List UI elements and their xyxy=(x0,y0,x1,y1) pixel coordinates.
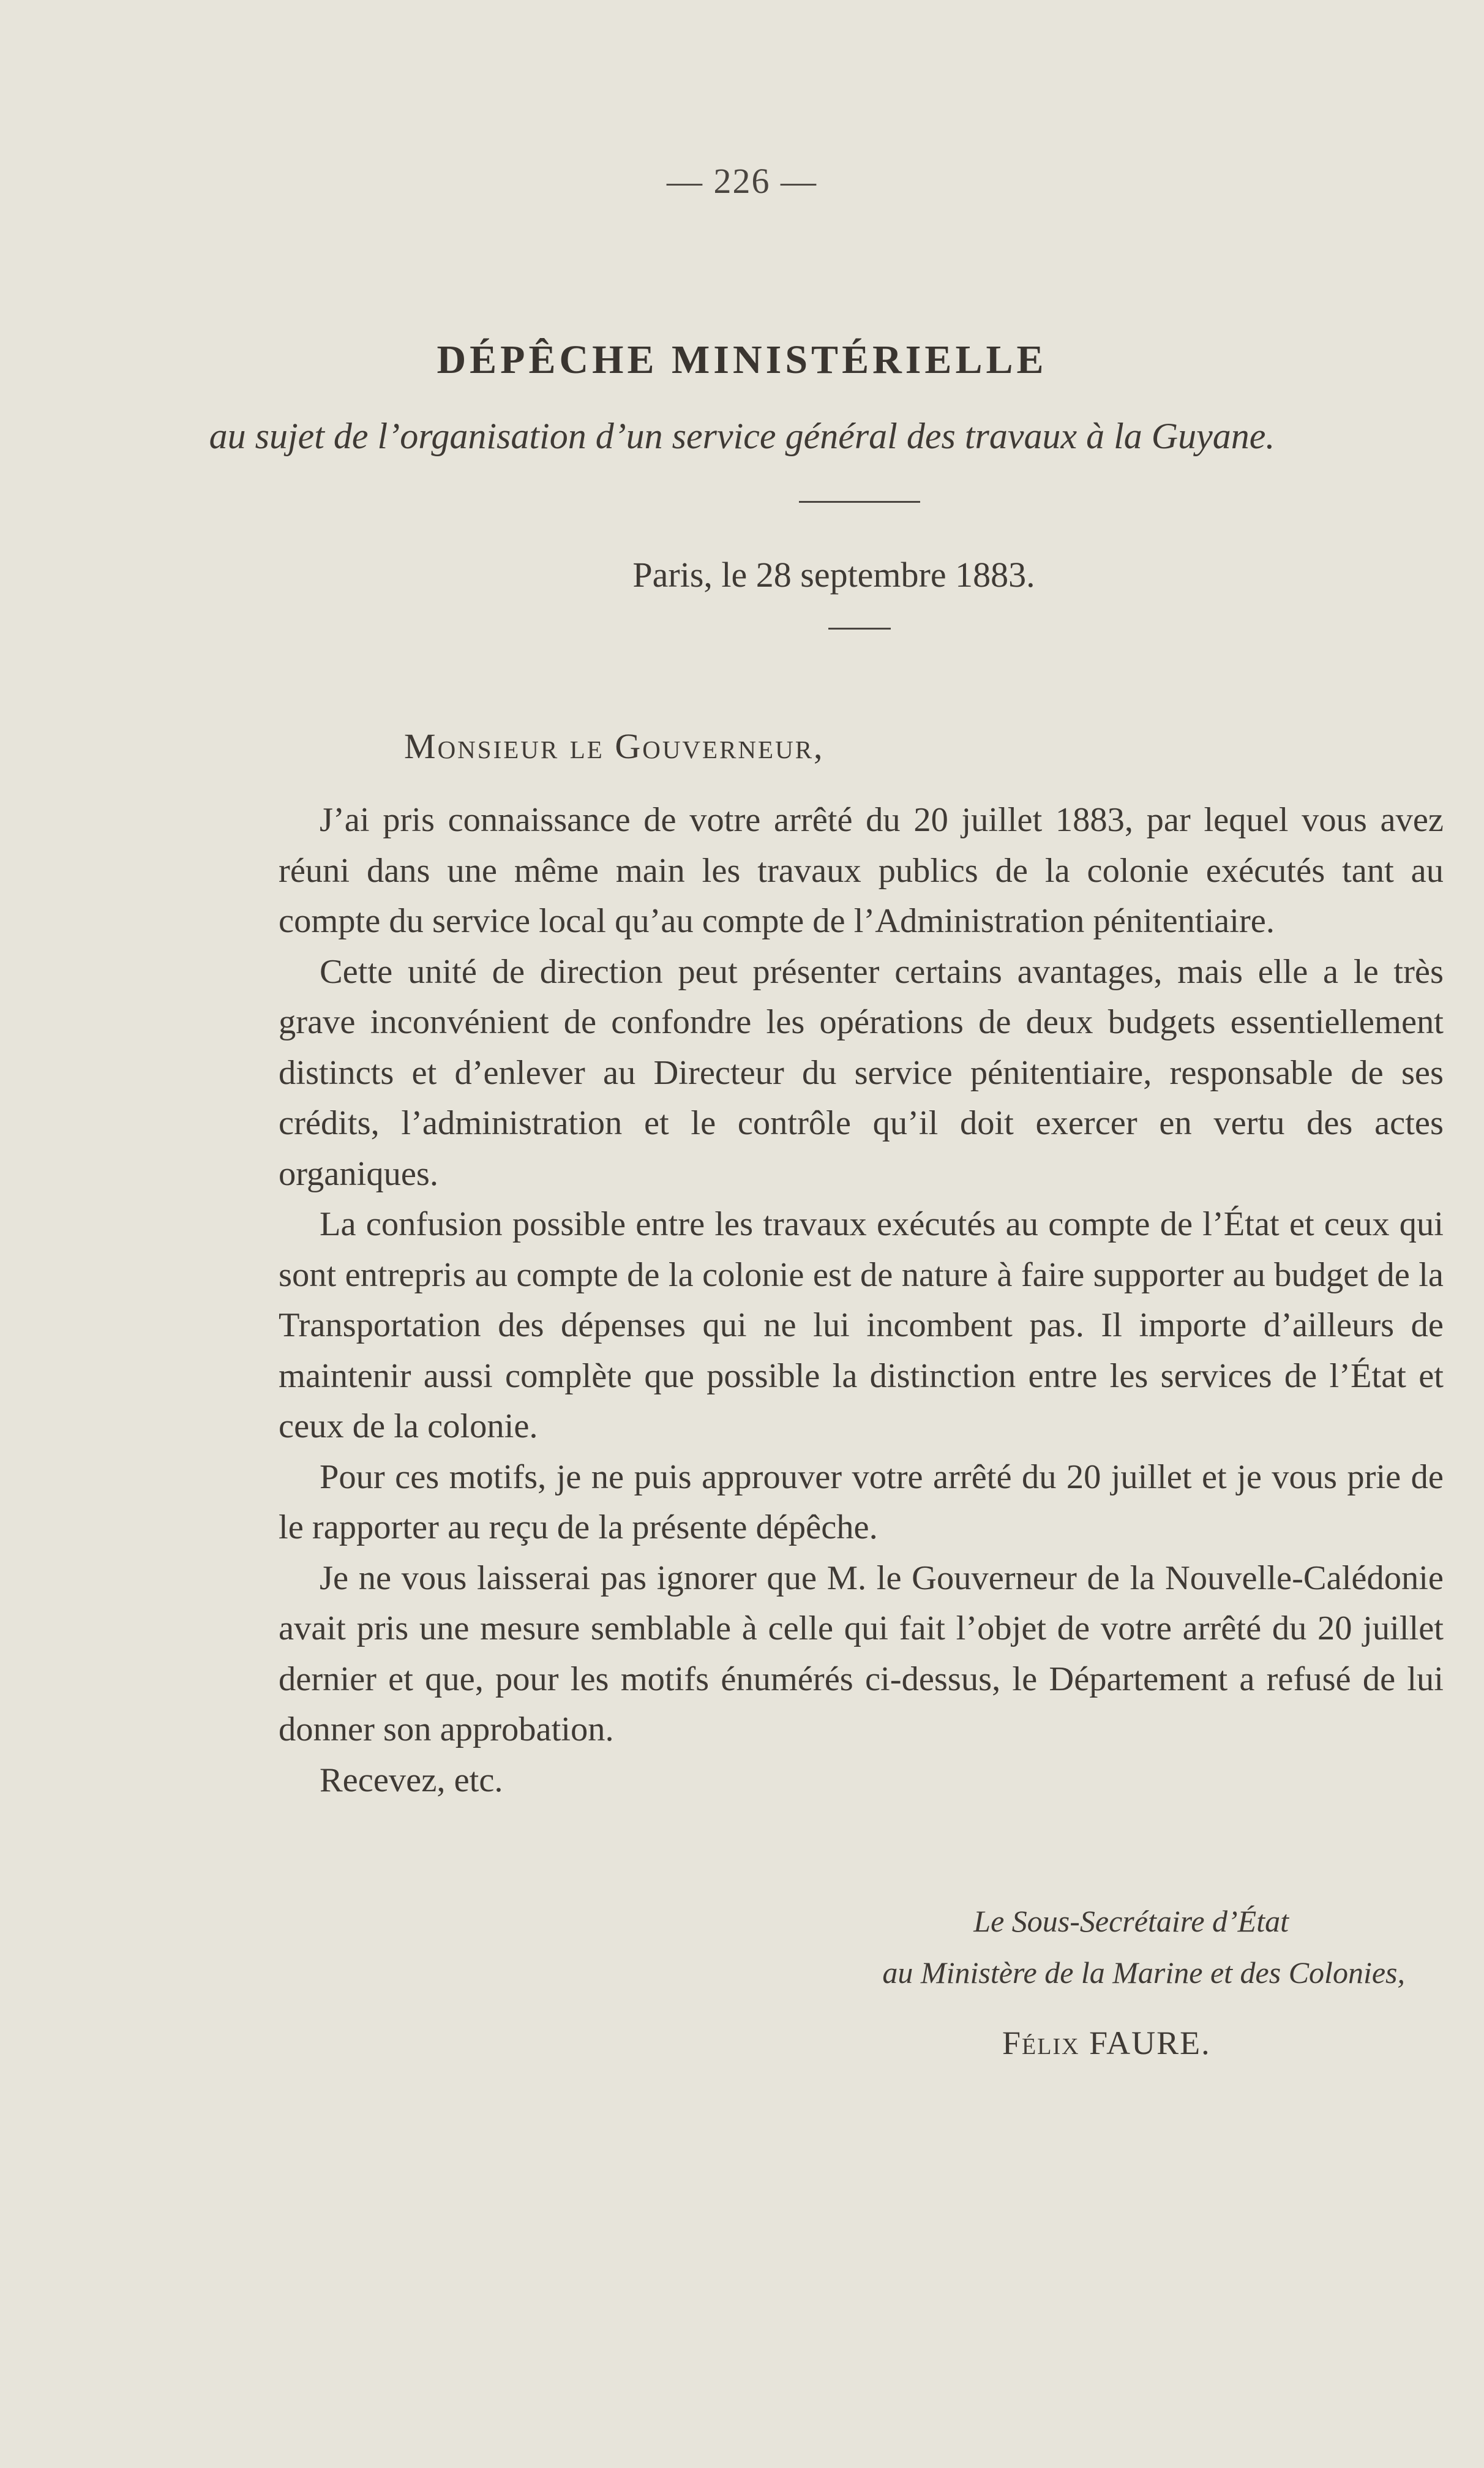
closing-formula: Recevez, etc. xyxy=(320,1761,503,1799)
signatory-name xyxy=(1002,2024,1211,2062)
paragraph: Je ne vous laisserai pas ignorer que M. le Gouverneur de la Nouvelle-Calédonie avait pris une mesure semblable à celle qui fait l’objet de votre arrêté du 20 juillet dernier et que, pour les motifs énumérés ci-dessus, le Département a refusé de lui donner son approbation. xyxy=(279,1559,1444,1748)
document-subtitle: au sujet de l’organisation d’un service général des travaux à la Guyane. xyxy=(209,416,1275,456)
salutation: Monsieur le Gouverneur, xyxy=(404,726,825,766)
document-title: DÉPÊCHE MINISTÉRIELLE xyxy=(437,337,1047,382)
signatory-first-name: Félix xyxy=(1002,2025,1080,2061)
letter-body xyxy=(279,795,1444,1805)
divider-rule-short xyxy=(828,628,891,630)
page-number: — 226 — xyxy=(667,161,817,201)
signatory-title: Le Sous-Secrétaire d’État xyxy=(973,1904,1289,1938)
paragraph: J’ai pris connaissance de votre arrêté du 20 juillet 1883, par lequel vous avez réuni dans une même main les travaux publics de la colonie exécutés tant au compte du service local qu’au compte de l’Administration pénitentiaire. xyxy=(279,801,1444,940)
paragraph: Pour ces motifs, je ne puis approuver votre arrêté du 20 juillet et je vous prie de le rapporter au reçu de la présente dépêche. xyxy=(279,1458,1444,1546)
place-date-line xyxy=(0,554,1484,595)
place-date: Paris, le 28 septembre 1883. xyxy=(632,555,1035,595)
signatory-ministry: au Ministère de la Marine et des Colonies, xyxy=(882,1955,1405,1990)
divider-rule xyxy=(799,501,920,503)
paragraph: La confusion possible entre les travaux exécutés au compte de l’État et ceux qui sont entrepris au compte de la colonie est de nature à faire supporter au budget de la Transportation des dépenses qui ne lui incombent pas. Il importe d’ailleurs de maintenir aussi complète que possible la distinction entre les services de l’État et ceux de la colonie. xyxy=(279,1205,1444,1445)
signatory-last-name: FAURE. xyxy=(1089,2025,1211,2061)
paragraph: Cette unité de direction peut présenter certains avantages, mais elle a le très grave inconvénient de confondre les opérations de deux budgets essentiellement distincts et d’enlever au Directeur du service pénitentiaire, responsable de ses crédits, l’administration et le contrôle qu’il doit exercer en vertu des actes organiques. xyxy=(279,952,1444,1193)
